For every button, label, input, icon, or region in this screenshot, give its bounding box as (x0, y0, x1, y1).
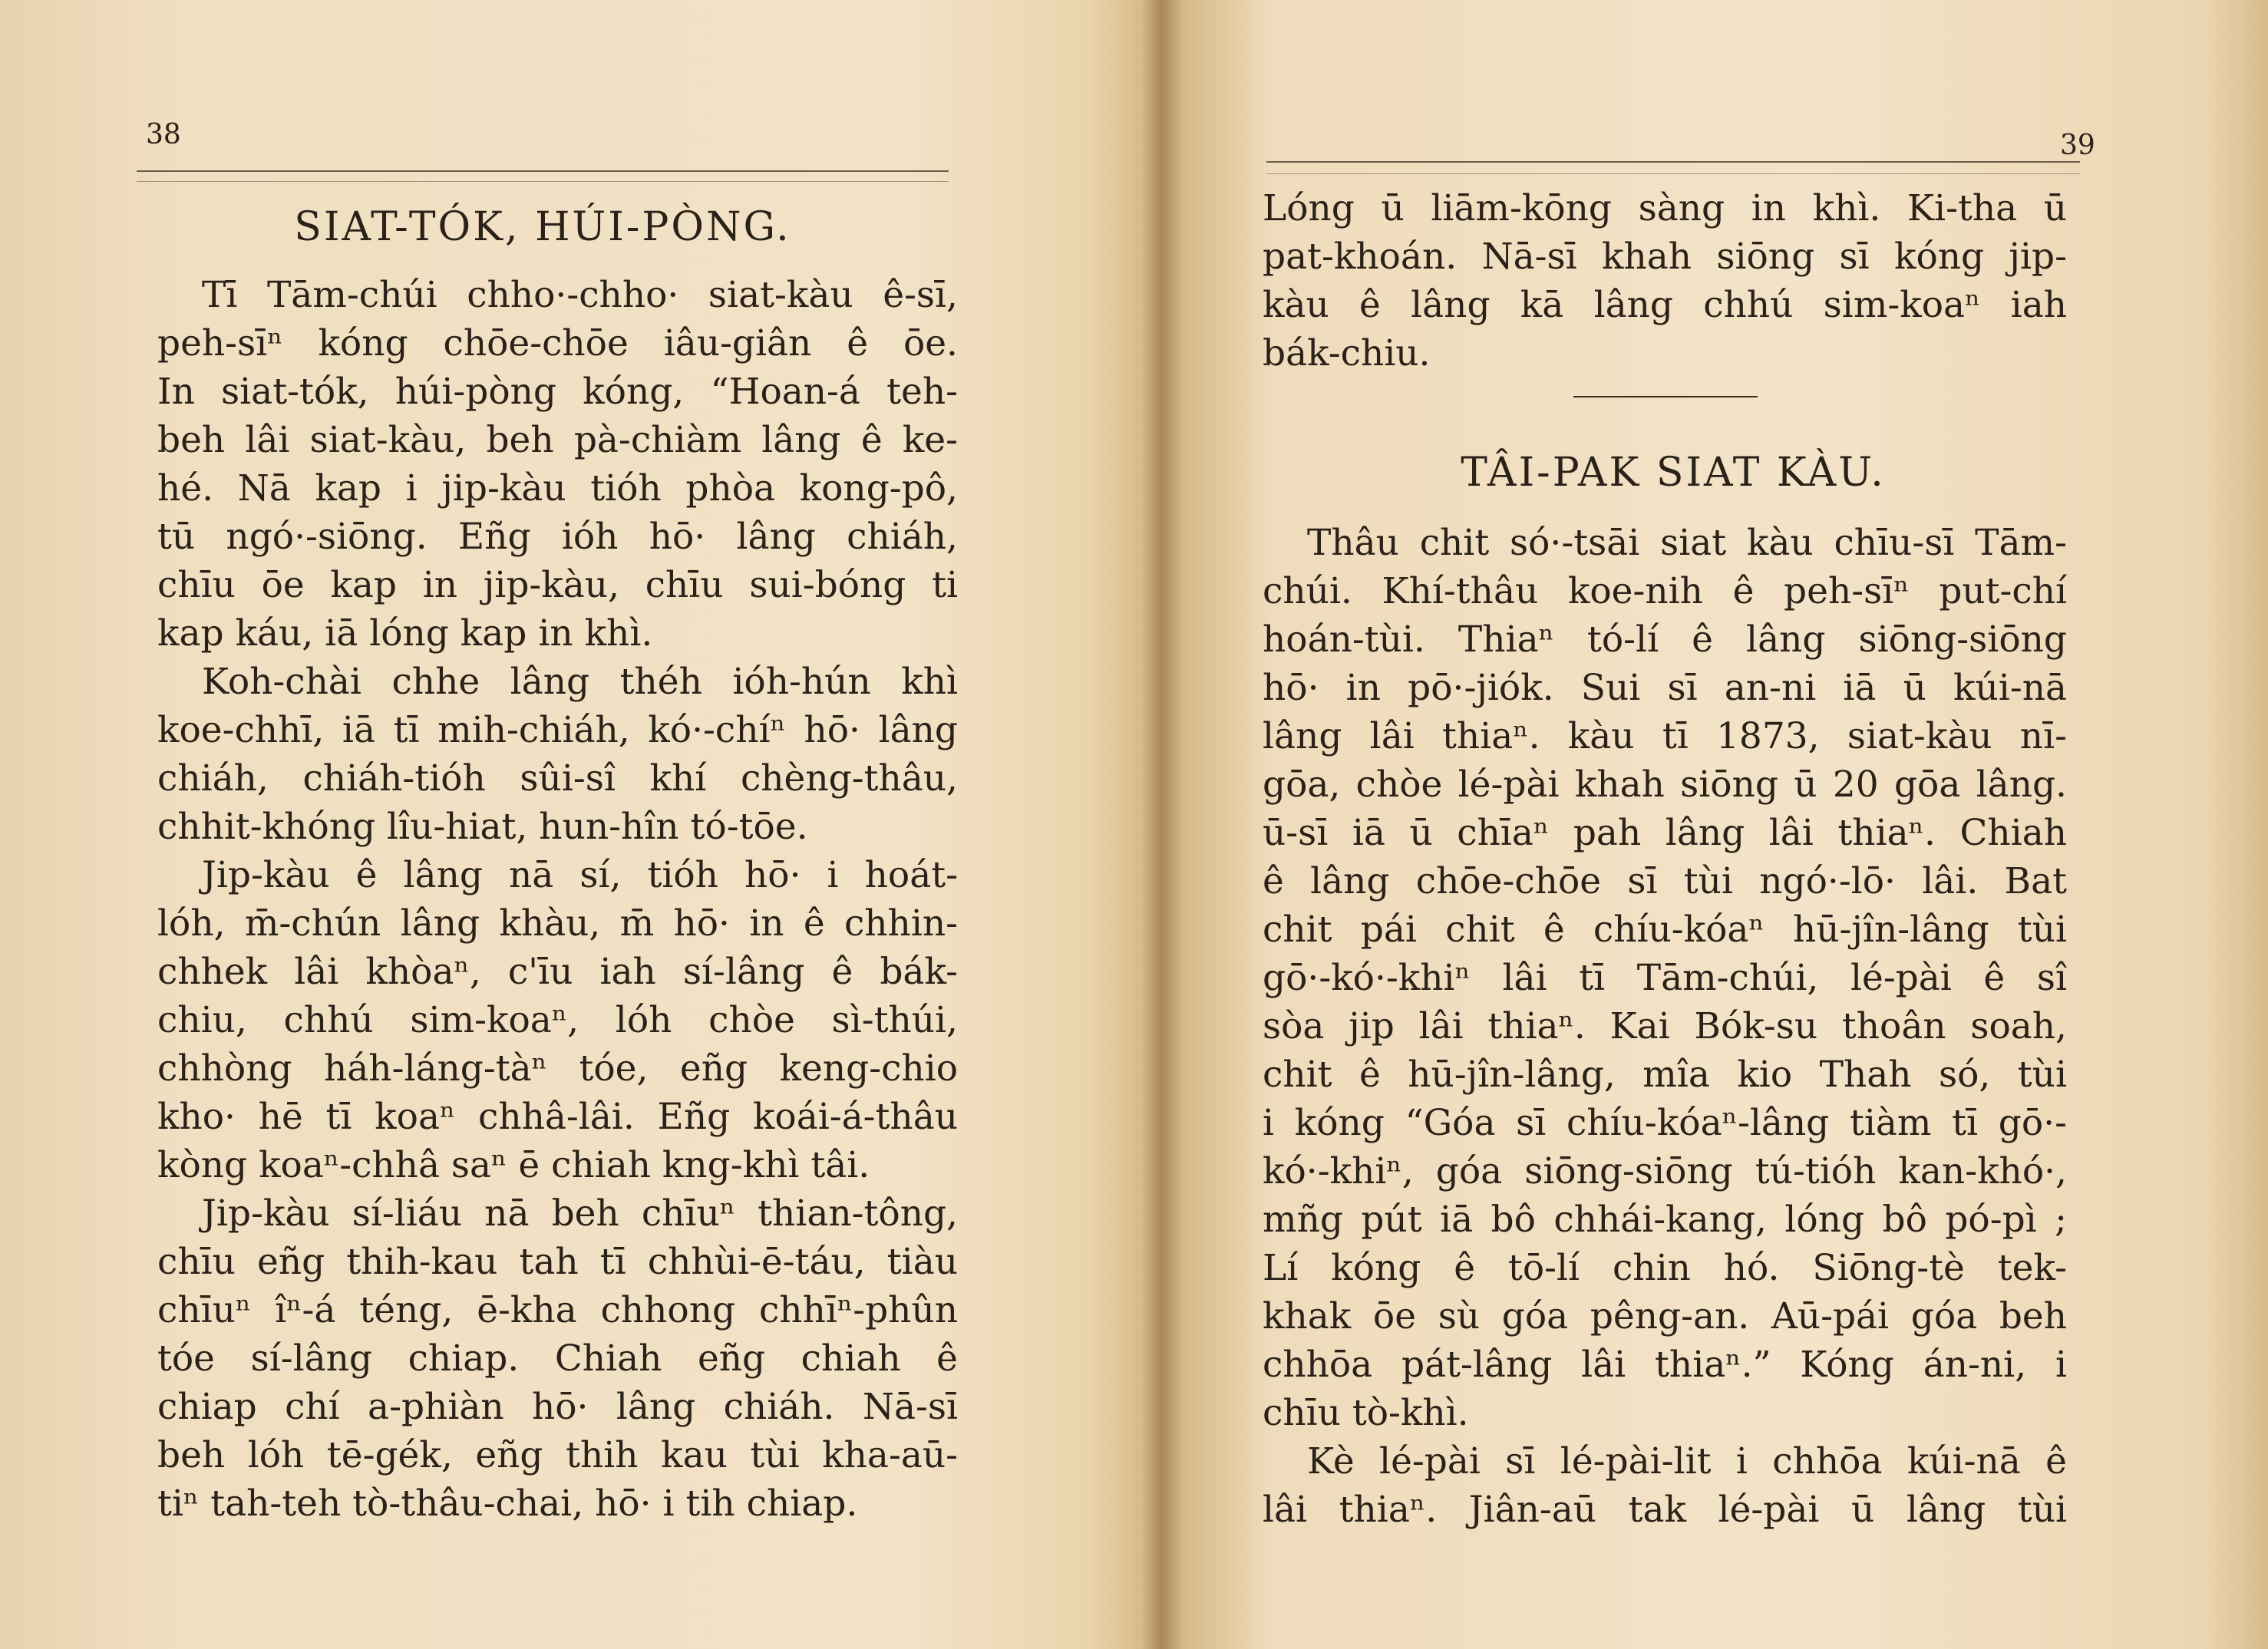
text-line: Jip-kàu sí-liáu nā beh chīuⁿ thian-tông, (202, 1192, 958, 1235)
text-line: kho· hē tī koaⁿ chhâ-lâi. Eñg koái-á-thâu (157, 1096, 958, 1138)
text-line: kap káu, iā lóng kap in khì. (157, 612, 653, 655)
text-line: peh-sīⁿ kóng chōe-chōe iâu-giân ê ōe. (157, 322, 958, 364)
text-line: chīu tò-khì. (1263, 1392, 1469, 1434)
text-line: hoán-tùi. Thiaⁿ tó-lí ê lâng siōng-siōng (1263, 618, 2067, 661)
text-line: kòng koaⁿ-chhâ saⁿ ē chiah kng-khì tâi. (157, 1144, 870, 1186)
text-line: Tī Tām-chúi chho·-chho· siat-kàu ê-sī, (202, 274, 958, 316)
text-line: khak ōe sù góa pêng-an. Aū-pái góa beh (1263, 1295, 2067, 1337)
text-line: chhōa pát-lâng lâi thiaⁿ.” Kóng án-ni, i (1263, 1344, 2067, 1386)
text-line: beh lâi siat-kàu, beh pà-chiàm lâng ê ke- (157, 419, 958, 461)
header-rule-thin (137, 181, 949, 182)
header-rule (1266, 161, 2080, 163)
text-line: tū ngó·-siōng. Eñg ióh hō· lâng chiáh, (157, 516, 958, 558)
text-line: tiⁿ tah-teh tò-thâu-chai, hō· i tih chiap. (157, 1482, 858, 1525)
header-rule-thin (1266, 173, 2080, 174)
text-line: lóh, m̄-chún lâng khàu, m̄ hō· in ê chhin- (157, 902, 958, 945)
text-line: lâng lâi thiaⁿ. kàu tī 1873, siat-kàu nī- (1263, 715, 2067, 757)
text-line: pat-khoán. Nā-sī khah siōng sī kóng jip- (1263, 236, 2067, 278)
text-line: koe-chhī, iā tī mih-chiáh, kó·-chíⁿ hō· lâng (157, 709, 958, 751)
text-line: Jip-kàu ê lâng nā sí, tióh hō· i hoát- (202, 854, 958, 896)
text-line: chīu eñg thih-kau tah tī chhùi-ē-táu, tiàu (157, 1241, 958, 1283)
text-line: mñg pút iā bô chhái-kang, lóng bô pó-pì ; (1263, 1199, 2067, 1241)
text-line: In siat-tók, húi-pòng kóng, “Hoan-á teh- (157, 371, 958, 413)
section-title: SIAT-TÓK, HÚI-PÒNG. (294, 204, 791, 250)
body-text (1263, 519, 2067, 1534)
text-line: kàu ê lâng kā lâng chhú sim-koaⁿ iah (1263, 284, 2067, 326)
left-page (0, 0, 1114, 1649)
text-line: tóe sí-lâng chiap. Chiah eñg chiah ê (157, 1337, 958, 1380)
text-line: gōa, chòe lé-pài khah siōng ū 20 gōa lâng. (1263, 763, 2067, 806)
section-title: TÂI-PAK SIAT KÀU. (1461, 450, 1886, 496)
text-line: chiap chí a-phiàn hō· lâng chiáh. Nā-sī (157, 1386, 958, 1428)
text-line: chīuⁿ îⁿ-á téng, ē-kha chhong chhīⁿ-phûn (157, 1289, 958, 1331)
text-line: chit ê hū-jîn-lâng, mîa kio Thah só, tùi (1263, 1054, 2067, 1096)
text-line: chit pái chit ê chíu-kóaⁿ hū-jîn-lâng tùi (1263, 909, 2067, 951)
text-line: i kóng “Góa sī chíu-kóaⁿ-lâng tiàm tī gō·- (1263, 1102, 2067, 1144)
page-number: 39 (2060, 130, 2095, 161)
text-line: Koh-chài chhe lâng théh ióh-hún khì (202, 661, 958, 703)
right-page (1134, 0, 2268, 1649)
text-line: ū-sī iā ū chīaⁿ pah lâng lâi thiaⁿ. Chiah (1263, 812, 2067, 854)
text-line: hé. Nā kap i jip-kàu tióh phòa kong-pô, (157, 467, 958, 510)
text-line: chhek lâi khòaⁿ, c'īu iah sí-lâng ê bák- (157, 951, 958, 993)
text-line: gō·-kó·-khiⁿ lâi tī Tām-chúi, lé-pài ê sî (1263, 957, 2067, 999)
page-number: 38 (146, 119, 181, 150)
text-line: sòa jip lâi thiaⁿ. Kai Bók-su thoân soah, (1263, 1005, 2067, 1047)
text-line: hō· in pō·-jiók. Sui sī an-ni iā ū kúi-nā (1263, 667, 2067, 709)
text-line: chhit-khóng lîu-hiat, hun-hîn tó-tōe. (157, 806, 808, 848)
continued-text (1263, 184, 2067, 378)
text-line: ê lâng chōe-chōe sī tùi ngó·-lō· lâi. Bat (1263, 860, 2067, 902)
body-text (157, 271, 958, 1528)
text-line: Lóng ū liām-kōng sàng in khì. Ki-tha ū (1263, 187, 2067, 229)
text-line: chúi. Khí-thâu koe-nih ê peh-sīⁿ put-chí (1263, 570, 2067, 612)
text-line: Kè lé-pài sī lé-pài-lit i chhōa kúi-nā ê (1307, 1440, 2067, 1482)
text-line: Lí kóng ê tō-lí chin hó. Siōng-tè tek- (1263, 1247, 2067, 1289)
text-line: kó·-khiⁿ, góa siōng-siōng tú-tióh kan-khó·, (1263, 1150, 2067, 1192)
header-rule (137, 170, 949, 172)
text-line: Thâu chit só·-tsāi siat kàu chīu-sī Tām- (1307, 522, 2067, 564)
text-line: chiáh, chiáh-tióh sûi-sî khí chèng-thâu, (157, 757, 958, 800)
text-line: bák-chiu. (1263, 332, 1431, 374)
text-line: chhòng háh-láng-tàⁿ tóe, eñg keng-chio (157, 1047, 958, 1090)
text-line: chīu ōe kap in jip-kàu, chīu sui-bóng ti (157, 564, 958, 606)
text-line: beh lóh tē-gék, eñg thih kau tùi kha-aū- (157, 1434, 958, 1476)
text-line: chiu, chhú sim-koaⁿ, lóh chòe sì-thúi, (157, 999, 958, 1041)
text-line: lâi thiaⁿ. Jiân-aū tak lé-pài ū lâng tùi (1263, 1489, 2067, 1531)
section-divider (1573, 396, 1758, 397)
